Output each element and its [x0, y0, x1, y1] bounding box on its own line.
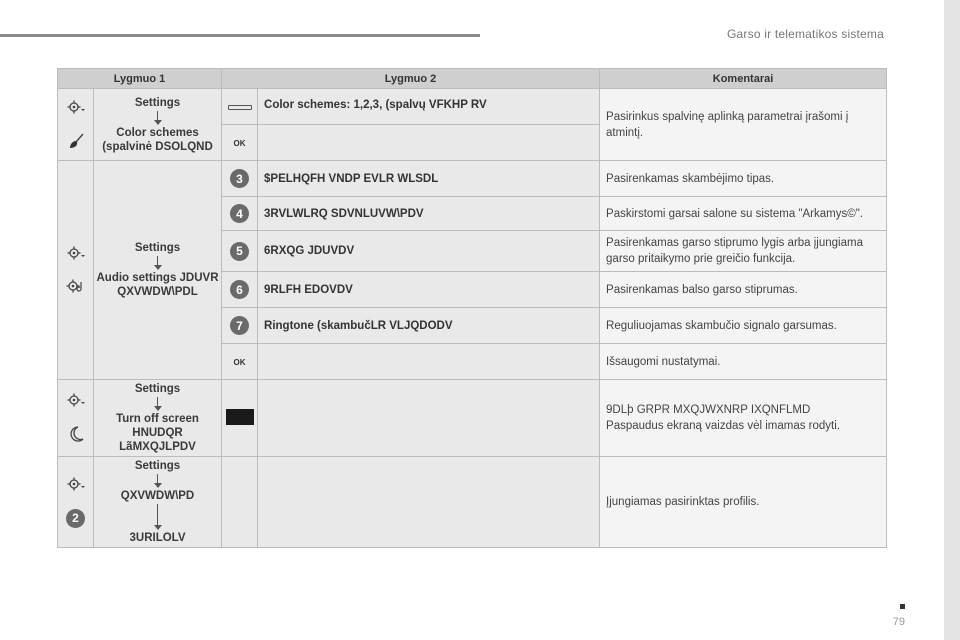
audio-icons-cell [58, 161, 94, 380]
page-number: 79 [892, 616, 905, 628]
ringtone-l2: Ringtone (skambučLR VLJQDODV [258, 308, 600, 344]
number-badge-icon: 5 [230, 242, 249, 261]
screen-comment-line2: Paspaudus ekraną vaizdas vėl imamas rodyti. [606, 420, 840, 432]
down-arrow-icon [153, 474, 163, 488]
screen-icons-cell [58, 380, 94, 457]
save-comment: Išsaugomi nustatymai. [600, 344, 887, 380]
profile-comment: Įjungiamas pasirinktas profilis. [600, 457, 887, 548]
screen-comment-line1: 9DLþ GRPR MXQJWXNRP IXQNFLMD [606, 404, 811, 416]
l1-settings-sub-label: QXVWDW\PD [120, 490, 195, 502]
badge-cell [222, 308, 258, 344]
page-edge-bar [944, 0, 960, 640]
number-badge-icon: 6 [230, 280, 249, 299]
ok-icon-cell [222, 344, 258, 380]
empty-icon-cell [222, 457, 258, 548]
color-icons-cell [58, 89, 94, 161]
badge-cell [222, 161, 258, 197]
empty-l2 [258, 125, 600, 161]
down-arrow-icon [153, 397, 163, 411]
sound-l2: 6RXQG JDUVDV [258, 231, 600, 272]
moon-icon [68, 425, 84, 443]
gear-icon [67, 393, 85, 407]
gear-icon [67, 477, 85, 491]
header-rule [0, 34, 480, 37]
section-title: Garso ir telematikos sistema [727, 27, 884, 41]
sound-comment: Pasirenkamas garso stiprumo lygis arba įjungiama garso pritaikymo prie greičio funkcija. [600, 231, 887, 272]
brush-icon [67, 132, 85, 150]
down-arrow-icon [153, 256, 163, 270]
voice-comment: Pasirenkamas balso garso stiprumas. [600, 272, 887, 308]
empty-l2 [258, 344, 600, 380]
badge-cell [222, 197, 258, 231]
color-schemes-l2: Color schemes: 1,2,3, (spalvų VFKHP RV [258, 89, 600, 125]
number-badge-icon: 7 [230, 316, 249, 335]
number-badge-icon: 3 [230, 169, 249, 188]
col-header-level1: Lygmuo 1 [58, 69, 222, 89]
l1-settings-label: Settings [134, 383, 181, 395]
profile-icons-cell [58, 457, 94, 548]
number-badge-icon: 4 [230, 204, 249, 223]
l1-turn-off-screen-label: Turn off screen HNUDQR LãMXQJLPDV [116, 413, 199, 453]
dash-icon-cell [222, 89, 258, 125]
ambience-comment: Pasirenkamas skambėjimo tipas. [600, 161, 887, 197]
l1-settings-label: Settings [134, 96, 181, 109]
footer-bullet [900, 604, 905, 609]
speaker-settings-icon [66, 278, 86, 294]
gear-icon [67, 246, 85, 260]
ok-icon: OK [233, 138, 246, 148]
down-arrow-icon [153, 504, 163, 530]
audio-l1-cell [94, 161, 222, 380]
ok-icon-cell [222, 125, 258, 161]
color-comment: Pasirinkus spalvinę aplinką parametrai įrašomi į atmintį. [600, 89, 887, 161]
position-l2: 3RVLWLRQ SDVNLUVW\PDV [258, 197, 600, 231]
settings-table [57, 68, 887, 548]
down-arrow-icon [153, 111, 163, 125]
l1-settings-label: Settings [134, 460, 181, 472]
l1-profiles-label: 3URILOLV [129, 532, 186, 544]
gear-icon [67, 100, 85, 114]
badge-cell [222, 272, 258, 308]
position-comment: Paskirstomi garsai salone su sistema "Arkamys©". [600, 197, 887, 231]
screen-comment [600, 380, 887, 457]
badge-cell [222, 231, 258, 272]
col-header-level2: Lygmuo 2 [222, 69, 600, 89]
l1-audio-settings-label: Audio settings JDUVR QXVWDW\PDL [96, 272, 219, 298]
ringtone-comment: Reguliuojamas skambučio signalo garsumas. [600, 308, 887, 344]
l1-settings-label: Settings [134, 242, 181, 254]
ok-icon: OK [233, 357, 246, 367]
number-badge-icon: 2 [66, 509, 85, 528]
black-screen-icon-cell [222, 380, 258, 457]
ambience-l2: $PELHQFH VNDP EVLR WLSDL [258, 161, 600, 197]
screen-l1-cell [94, 380, 222, 457]
empty-l2 [258, 457, 600, 548]
profile-l1-cell [94, 457, 222, 548]
color-l1-cell [94, 89, 222, 161]
l1-color-schemes-label: Color schemes (spalvinė DSOLQND [102, 126, 213, 153]
col-header-comments: Komentarai [600, 69, 887, 89]
empty-l2 [258, 380, 600, 457]
black-screen-icon [226, 409, 254, 425]
voice-l2: 9RLFH EDOVDV [258, 272, 600, 308]
dash-icon [228, 105, 252, 110]
